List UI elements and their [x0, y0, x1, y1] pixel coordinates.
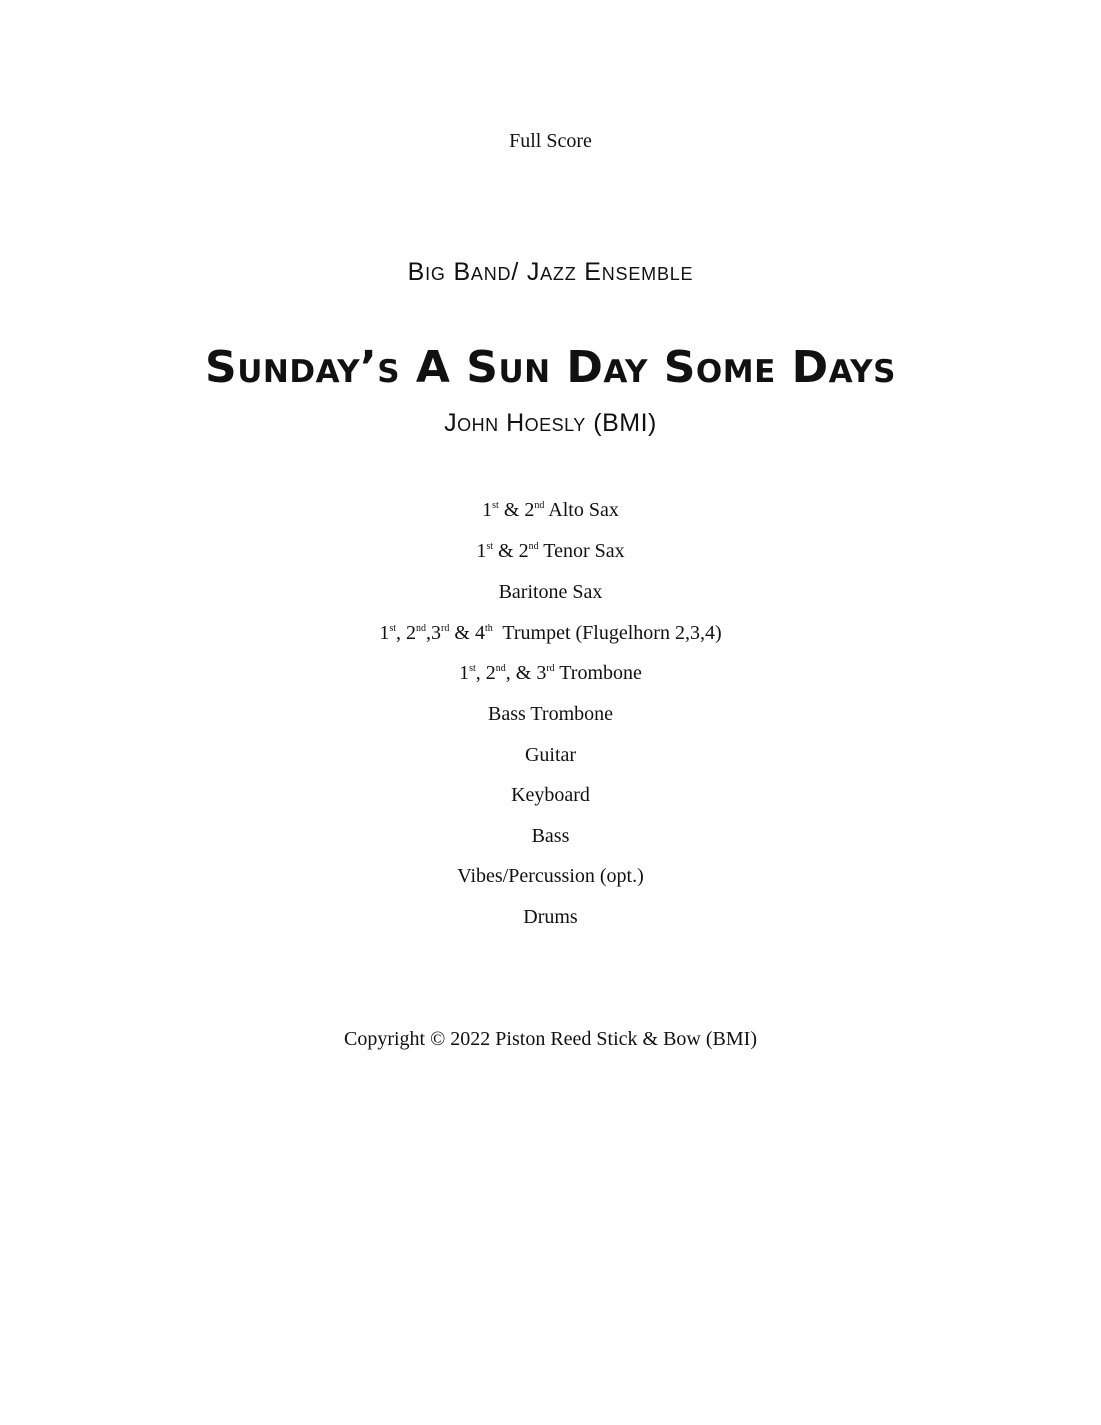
ensemble-label: Big Band/ Jazz Ensemble — [407, 258, 694, 286]
instrument-vibes-percussion: Vibes/Percussion (opt.) — [457, 865, 644, 887]
instrument-guitar: Guitar — [524, 744, 577, 766]
score-type-label: Full Score — [509, 130, 592, 152]
composer-credit: John Hoesly (BMI) — [444, 409, 657, 437]
instrument-trumpet: 1st, 2nd,3rd & 4th Trumpet (Flugelhorn 2,3,4) — [379, 622, 722, 644]
copyright-notice: Copyright © 2022 Piston Reed Stick & Bow (BMI) — [344, 1028, 757, 1050]
instrument-drums: Drums — [523, 906, 578, 928]
instrument-tenor-sax: 1st & 2nd Tenor Sax — [476, 540, 625, 562]
instrument-alto-sax: 1st & 2nd Alto Sax — [482, 499, 619, 521]
instrument-baritone-sax: Baritone Sax — [498, 581, 603, 603]
instrument-bass: Bass — [531, 825, 570, 847]
instrument-keyboard: Keyboard — [511, 784, 590, 806]
instrument-bass-trombone: Bass Trombone — [487, 703, 614, 725]
instrument-trombone: 1st, 2nd, & 3rd Trombone — [459, 662, 642, 684]
piece-title: Sunday’s A Sun Day Some Days — [205, 342, 896, 393]
